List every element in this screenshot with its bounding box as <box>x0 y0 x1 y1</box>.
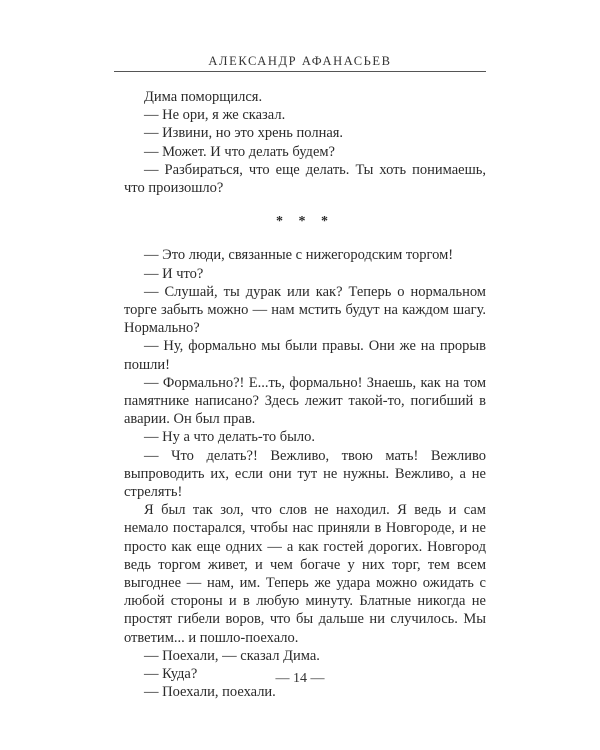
paragraph: — Может. И что делать будем? <box>144 143 335 160</box>
running-head: АЛЕКСАНДР АФАНАСЬЕВ <box>208 54 392 68</box>
paragraph: — Куда? <box>144 666 198 683</box>
paragraph: — Ну а что делать-то было. <box>144 429 315 446</box>
paragraph: — Не ори, я же сказал. <box>144 107 286 124</box>
page-number: — 14 — <box>275 671 325 686</box>
paragraph: — Ну, формально мы были правы. Они же на прорыв пошли! <box>124 338 486 373</box>
paragraph: — Разбираться, что еще делать. Ты хоть понимаешь, что произошло? <box>124 161 486 197</box>
section-break: * * * <box>276 214 334 230</box>
paragraph: — Извини, но это хрень полная. <box>144 125 344 142</box>
paragraph: — И что? <box>144 265 204 282</box>
paragraph: — Что делать?! Вежливо, твою мать! Вежливо выпроводить их, если они тут не нужны. Вежливо, а не стрелять! <box>124 447 486 501</box>
body-text <box>124 88 486 702</box>
header-rule <box>114 71 486 72</box>
paragraph: — Поехали, поехали. <box>144 684 276 701</box>
paragraph: Дима поморщился. <box>144 89 263 105</box>
paragraph: — Формально?! Е...ть, формально! Знаешь, как на том памятнике написано? Здесь лежит такой-то, погибший в аварии. Он был прав. <box>124 374 486 428</box>
paragraph: Я был так зол, что слов не находил. Я ведь и сам немало постарался, чтобы нас приняли в Новгороде, и не просто как еще одних — а как гостей дорогих. Новгород ведь торгом живет, и чем богаче у них торг, тем всем выгоднее — нам, им. Теперь же удара можно ожидать с любой стороны и в любую минуту. Блатные никогда не простят гибели воров, что бы дальше ни случилось. Мы ответим... и пошло-поехало. <box>124 502 486 646</box>
paragraph: — Слушай, ты дурак или как? Теперь о нормальном торге забыть можно — нам мстить будут на каждом шагу. Нормально? <box>124 283 486 337</box>
paragraph: — Это люди, связанные с нижегородским торгом! <box>144 247 454 264</box>
paragraph: — Поехали, — сказал Дима. <box>144 647 320 664</box>
